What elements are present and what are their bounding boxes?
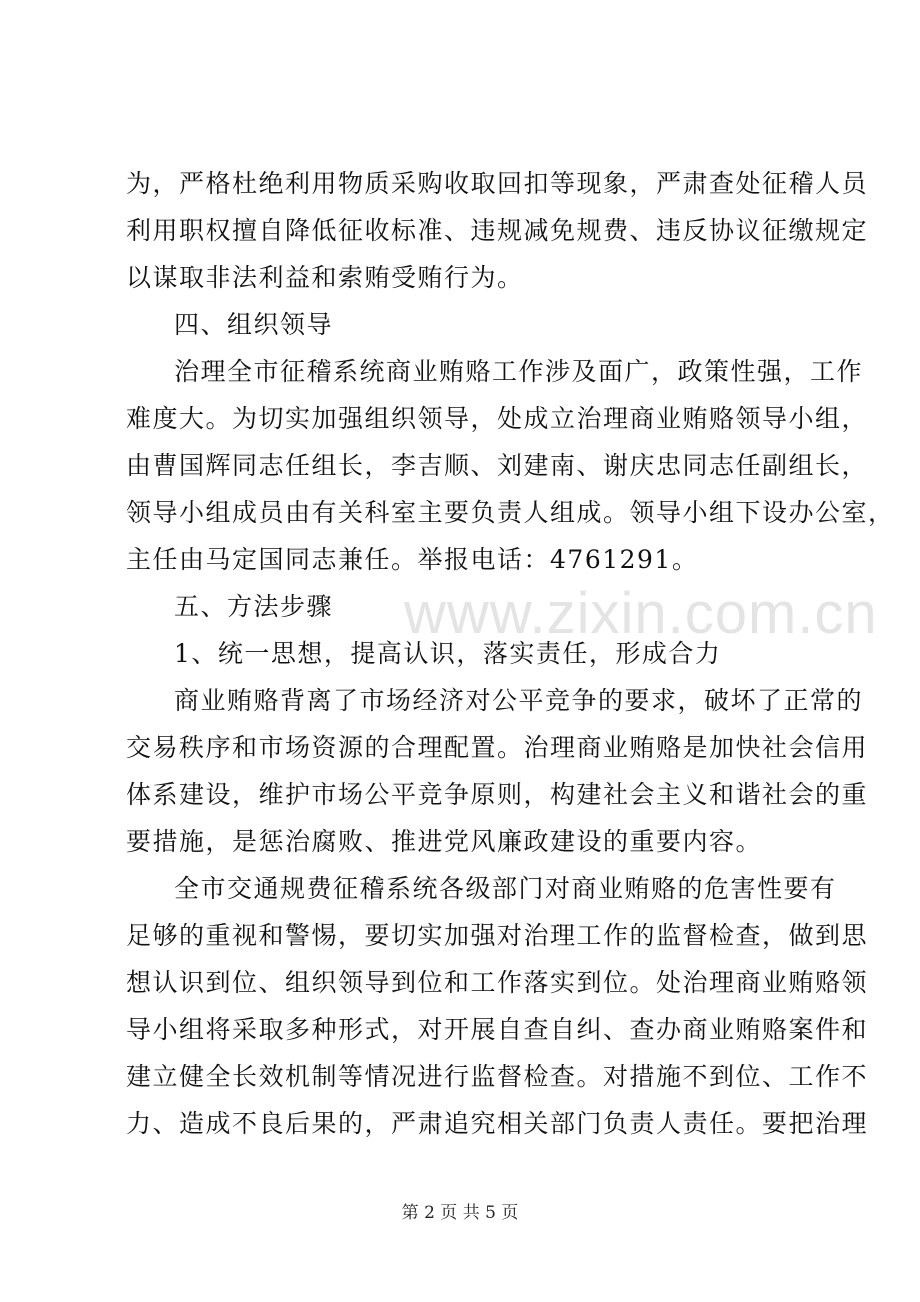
paragraph-line: 以谋取非法利益和索贿受贿行为。 — [126, 263, 524, 292]
paragraph-line: 为，严格杜绝利用物质采购收取回扣等现象，严肃查处征稽人员 — [126, 169, 869, 198]
paragraph-line: 力、造成不良后果的，严肃追究相关部门负责人责任。要把治理 — [126, 1109, 869, 1138]
section-heading: 五、方法步骤 — [174, 592, 334, 621]
paragraph-line: 足够的重视和警惕，要切实加强对治理工作的监督检查，做到思 — [126, 921, 869, 950]
paragraph-line: 商业贿赂背离了市场经济对公平竞争的要求，破坏了正常的 — [174, 686, 864, 715]
paragraph-line: 要措施，是惩治腐败、推进党风廉政建设的重要内容。 — [126, 827, 763, 856]
page-number-footer: 第 2 页 共 5 页 — [401, 1203, 519, 1223]
paragraph-line: 主任由马定国同志兼任。举报电话：4761291。 — [126, 545, 699, 574]
paragraph-line: 建立健全长效机制等情况进行监督检查。对措施不到位、工作不 — [126, 1062, 869, 1091]
paragraph-line: 体系建设，维护市场公平竞争原则，构建社会主义和谐社会的重 — [126, 780, 869, 809]
paragraph-line: 全市交通规费征稽系统各级部门对商业贿赂的危害性要有 — [174, 874, 837, 903]
paragraph-line: 领导小组成员由有关科室主要负责人组成。领导小组下设办公室， — [126, 498, 895, 527]
paragraph-line: 导小组将采取多种形式，对开展自查自纠、查办商业贿赂案件和 — [126, 1015, 869, 1044]
subsection-heading: 1、统一思想，提高认识，落实责任，形成合力 — [174, 639, 722, 668]
paragraph-line: 交易秩序和市场资源的合理配置。治理商业贿赂是加快社会信用 — [126, 733, 869, 762]
paragraph-line: 利用职权擅自降低征收标准、违规减免规费、违反协议征缴规定 — [126, 216, 869, 245]
paragraph-line: 难度大。为切实加强组织领导，处成立治理商业贿赂领导小组， — [126, 404, 869, 433]
paragraph-line: 想认识到位、组织领导到位和工作落实到位。处治理商业贿赂领 — [126, 968, 869, 997]
paragraph-line: 治理全市征稽系统商业贿赂工作涉及面广，政策性强，工作 — [174, 357, 864, 386]
watermark: www.zixin.com.cn — [404, 581, 878, 646]
paragraph-line: 由曹国辉同志任组长，李吉顺、刘建南、谢庆忠同志任副组长， — [126, 451, 869, 480]
section-heading: 四、组织领导 — [174, 310, 334, 339]
document-body — [126, 160, 895, 1147]
